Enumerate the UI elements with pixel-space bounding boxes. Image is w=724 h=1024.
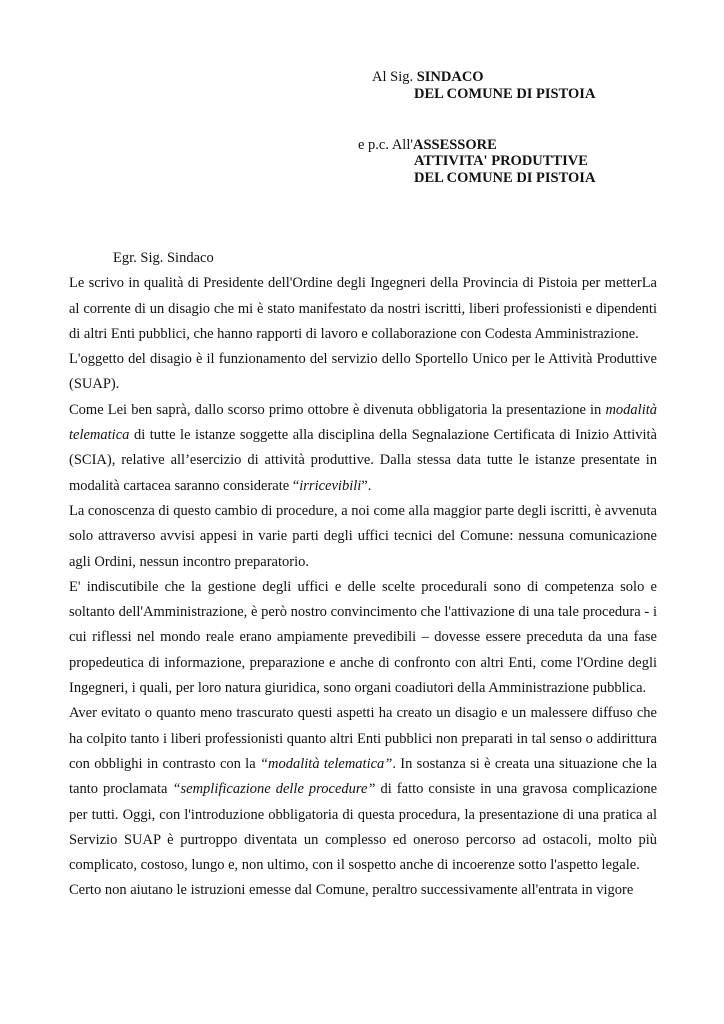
recipient-primary-title: SINDACO — [416, 69, 484, 85]
paragraph-3-emphasis-2: irricevibili — [299, 477, 362, 494]
paragraph-3-text-b: di tutte le istanze soggette alla disciplina della Segnalazione Certificata di Inizio Attività (SCIA), relative all’esercizio di attività produttive. Dalla stessa data tutte le istanze presentate in modalità cartacea saranno considerate “ — [69, 427, 657, 494]
recipient-primary — [372, 68, 484, 86]
recipient-primary-prefix: Al Sig. — [372, 69, 417, 85]
paragraph-7: Certo non aiutano le istruzioni emesse dal Comune, peraltro successivamente all'entrata in vigore — [69, 882, 634, 899]
paragraph-4: La conoscenza di questo cambio di procedure, a noi come alla maggior parte degli iscritti, è avvenuta solo attraverso avvisi appesi in varie parti degli uffici tecnici del Comune: nessuna comunicazione agli Ordini, nessun incontro preparatorio. — [69, 502, 657, 570]
recipient-cc-title: ASSESSORE — [412, 137, 497, 153]
paragraph-6-text-c: di fatto consiste in una gravosa complicazione per tutti. Oggi, con l'introduzione obbligatoria di questa procedura, la presentazione di una pratica al Servizio SUAP è purtroppo diventata un complesso ed oneroso percorso ad ostacoli, molto più complicato, costoso, lungo e, non ultimo, con il sospetto anche di incoerenze sotto l'aspetto legale. — [69, 781, 658, 874]
letter-body — [69, 246, 657, 904]
paragraph-3-text-c: ”. — [361, 477, 372, 494]
recipient-primary-office: DEL COMUNE DI PISTOIA — [414, 86, 596, 102]
paragraph-6-text-a: Aver evitato o quanto meno trascurato questi aspetti ha creato un disagio e un malessere diffuso che ha colpito tanto i liberi professionisti quanto altri Enti pubblici non preparati in tal senso o addirittura con obblighi in contrasto con la — [69, 705, 657, 772]
paragraph-6 — [69, 701, 657, 878]
paragraph-3-emphasis-1: modalità telematica — [69, 401, 657, 444]
paragraph-3-text-a: Come Lei ben saprà, dallo scorso primo ottobre è divenuta obbligatoria la presentazione in — [69, 401, 606, 418]
recipient-cc-office: DEL COMUNE DI PISTOIA — [414, 170, 596, 186]
paragraph-2: L'oggetto del disagio è il funzionamento del servizio dello Sportello Unico per le Attività Produttive (SUAP). — [69, 351, 657, 393]
recipient-cc-prefix: e p.c. All' — [358, 137, 413, 153]
recipient-cc-department: ATTIVITA' PRODUTTIVE — [414, 153, 588, 169]
paragraph-6-emphasis-1: “modalità telematica” — [259, 755, 393, 772]
paragraph-6-text-b: . In sostanza si è creata una situazione che la tanto proclamata — [69, 755, 657, 798]
paragraph-1: Le scrivo in qualità di Presidente dell'Ordine degli Ingegneri della Provincia di Pistoia per metterLa al corrente di un disagio che mi è stato manifestato da nostri iscritti, liberi professionisti e dipendenti di altri Enti pubblici, che hanno rapporti di lavoro e collaborazione con Codesta Amministrazione. — [69, 275, 657, 342]
paragraph-6-emphasis-2: “semplificazione delle procedure” — [172, 781, 376, 798]
paragraph-5: E' indiscutibile che la gestione degli uffici e delle scelte procedurali sono di competenza solo e soltanto dell'Amministrazione, è però nostro convincimento che l'attivazione di una tale procedura - i cui riflessi nel mondo reale erano ampiamente prevedibili – dovesse essere preceduta da una fase propedeutica di informazione, preparazione e anche di confronto con altri Enti, come l'Ordine degli Ingegneri, i quali, per loro natura giuridica, sono organi coadiutori della Amministrazione pubblica. — [69, 578, 657, 697]
salutation: Egr. Sig. Sindaco — [113, 250, 214, 266]
recipient-cc — [358, 136, 497, 154]
paragraph-3 — [69, 398, 657, 499]
